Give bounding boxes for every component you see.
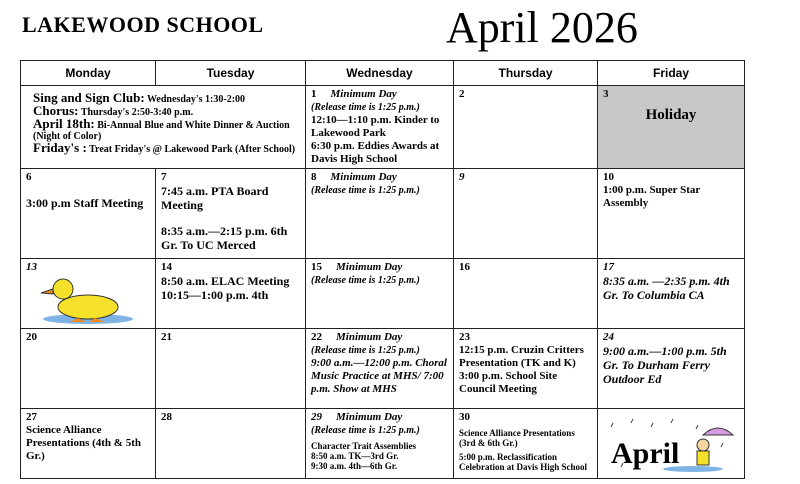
day-cell	[21, 329, 156, 409]
day-cell	[306, 409, 454, 479]
holiday-label: Holiday	[645, 107, 697, 123]
note-text: Bi-Annual Blue and White Dinner & Auction (Night of Color)	[33, 120, 290, 142]
note-text: Treat Friday's @ Lakewood Park (After School)	[86, 144, 296, 155]
day-cell	[598, 169, 745, 259]
day-cell	[454, 259, 598, 329]
day-cell	[454, 329, 598, 409]
note-text: Thursday's 2:50-3:40 p.m.	[78, 107, 194, 118]
day-cell	[306, 259, 454, 329]
note-label: Chorus:	[33, 103, 79, 118]
event-text: 8:35 a.m. —2:35 p.m. 4th Gr. To Columbia CA	[603, 274, 730, 302]
day-number: 29	[311, 411, 322, 423]
release-time-note: (Release time is 1:25 p.m.)	[311, 275, 420, 286]
day-cell	[21, 259, 156, 329]
day-number: 3	[603, 88, 609, 100]
day-cell	[156, 329, 306, 409]
minimum-day-label: Minimum Day	[336, 331, 403, 343]
day-cell	[454, 169, 598, 259]
month-title: April 2026	[446, 3, 638, 52]
weekday-header-row	[21, 61, 745, 86]
note-label: April 18th:	[33, 116, 95, 131]
event-text: 3:00 p.m. School Site Council Meeting	[459, 370, 558, 395]
event-text: 8:50 a.m. ELAC Meeting	[161, 274, 290, 288]
rain-clipart-icon	[603, 413, 738, 475]
day-number: 30	[459, 411, 470, 423]
day-number: 10	[603, 171, 614, 183]
calendar-grid	[20, 60, 745, 479]
note-label: Sing and Sign Club:	[33, 90, 145, 105]
event-text: 7:45 a.m. PTA Board Meeting	[161, 184, 269, 212]
day-number: 20	[26, 331, 37, 343]
day-number: 23	[459, 331, 470, 343]
announcements	[21, 86, 306, 169]
day-number: 6	[26, 171, 32, 183]
april-clipart	[598, 409, 745, 479]
day-cell	[454, 86, 598, 169]
day-cell	[598, 329, 745, 409]
day-number: 1	[311, 88, 317, 100]
duck-clipart-icon	[33, 271, 143, 326]
weekday-wednesday: Wednesday	[306, 61, 454, 86]
day-cell	[454, 409, 598, 479]
event-text: 8:50 a.m. TK—3rd Gr.	[311, 451, 399, 461]
school-name: LAKEWOOD SCHOOL	[22, 12, 264, 37]
event-text: 12:10—1:10 p.m. Kinder to Lakewood Park	[311, 114, 440, 139]
day-number: 8	[311, 171, 317, 183]
event-text: 8:35 a.m.—2:15 p.m. 6th Gr. To UC Merced	[161, 224, 288, 252]
event-text: 6:30 p.m. Eddies Awards at Davis High School	[311, 140, 440, 165]
minimum-day-label: Minimum Day	[330, 171, 397, 183]
day-number: 7	[161, 171, 167, 183]
weekday-monday: Monday	[21, 61, 156, 86]
minimum-day-label: Minimum Day	[336, 261, 403, 273]
release-time-note: (Release time is 1:25 p.m.)	[311, 425, 420, 436]
event-text: 9:00 a.m.—1:00 p.m. 5th Gr. To Durham Ferry Outdoor Ed	[603, 344, 727, 386]
minimum-day-label: Minimum Day	[330, 88, 397, 100]
day-cell	[21, 169, 156, 259]
event-text: 9:00 a.m.—12:00 p.m. Choral Music Practice at MHS/ 7:00 p.m. Show at MHS	[311, 357, 447, 395]
minimum-day-label: Minimum Day	[336, 411, 403, 423]
event-text: 5:00 p.m. Reclassification Celebration at Davis High School	[459, 452, 588, 472]
day-number: 28	[161, 411, 172, 423]
day-cell	[156, 409, 306, 479]
day-cell	[156, 169, 306, 259]
event-text: Character Trait Assemblies	[311, 441, 416, 451]
release-time-note: (Release time is 1:25 p.m.)	[311, 102, 420, 113]
day-number: 15	[311, 261, 322, 273]
day-number: 2	[459, 88, 465, 100]
clipart-word: April	[611, 437, 680, 470]
day-number: 17	[603, 261, 614, 273]
day-cell	[156, 259, 306, 329]
event-text: Science Alliance Presentations (4th & 5th Gr.)	[26, 424, 141, 462]
day-cell	[598, 259, 745, 329]
event-text: 10:15—1:00 p.m. 4th	[161, 288, 269, 302]
day-cell-holiday	[598, 86, 745, 169]
day-number: 22	[311, 331, 322, 343]
event-text: 1:00 p.m. Super Star Assembly	[603, 184, 701, 209]
day-number: 21	[161, 331, 172, 343]
day-number: 14	[161, 261, 172, 273]
release-time-note: (Release time is 1:25 p.m.)	[311, 345, 420, 356]
day-number: 16	[459, 261, 470, 273]
event-text: Science Alliance Presentations (3rd & 6th Gr.)	[459, 428, 575, 448]
event-text: 12:15 p.m. Cruzin Critters Presentation (TK and K)	[459, 344, 584, 369]
day-cell	[306, 86, 454, 169]
day-cell	[306, 329, 454, 409]
event-text: 3:00 p.m Staff Meeting	[26, 196, 144, 210]
note-text: Wednesday's 1:30-2:00	[144, 94, 246, 105]
weekday-tuesday: Tuesday	[156, 61, 306, 86]
weekday-friday: Friday	[598, 61, 745, 86]
release-time-note: (Release time is 1:25 p.m.)	[311, 185, 420, 196]
event-text: 9:30 a.m. 4th—6th Gr.	[311, 461, 398, 471]
day-number: 13	[26, 261, 37, 273]
day-number: 9	[459, 171, 465, 183]
day-cell	[21, 409, 156, 479]
day-number: 24	[603, 331, 614, 343]
day-number: 27	[26, 411, 37, 423]
day-cell	[306, 169, 454, 259]
note-label: Friday's :	[33, 140, 87, 155]
weekday-thursday: Thursday	[454, 61, 598, 86]
